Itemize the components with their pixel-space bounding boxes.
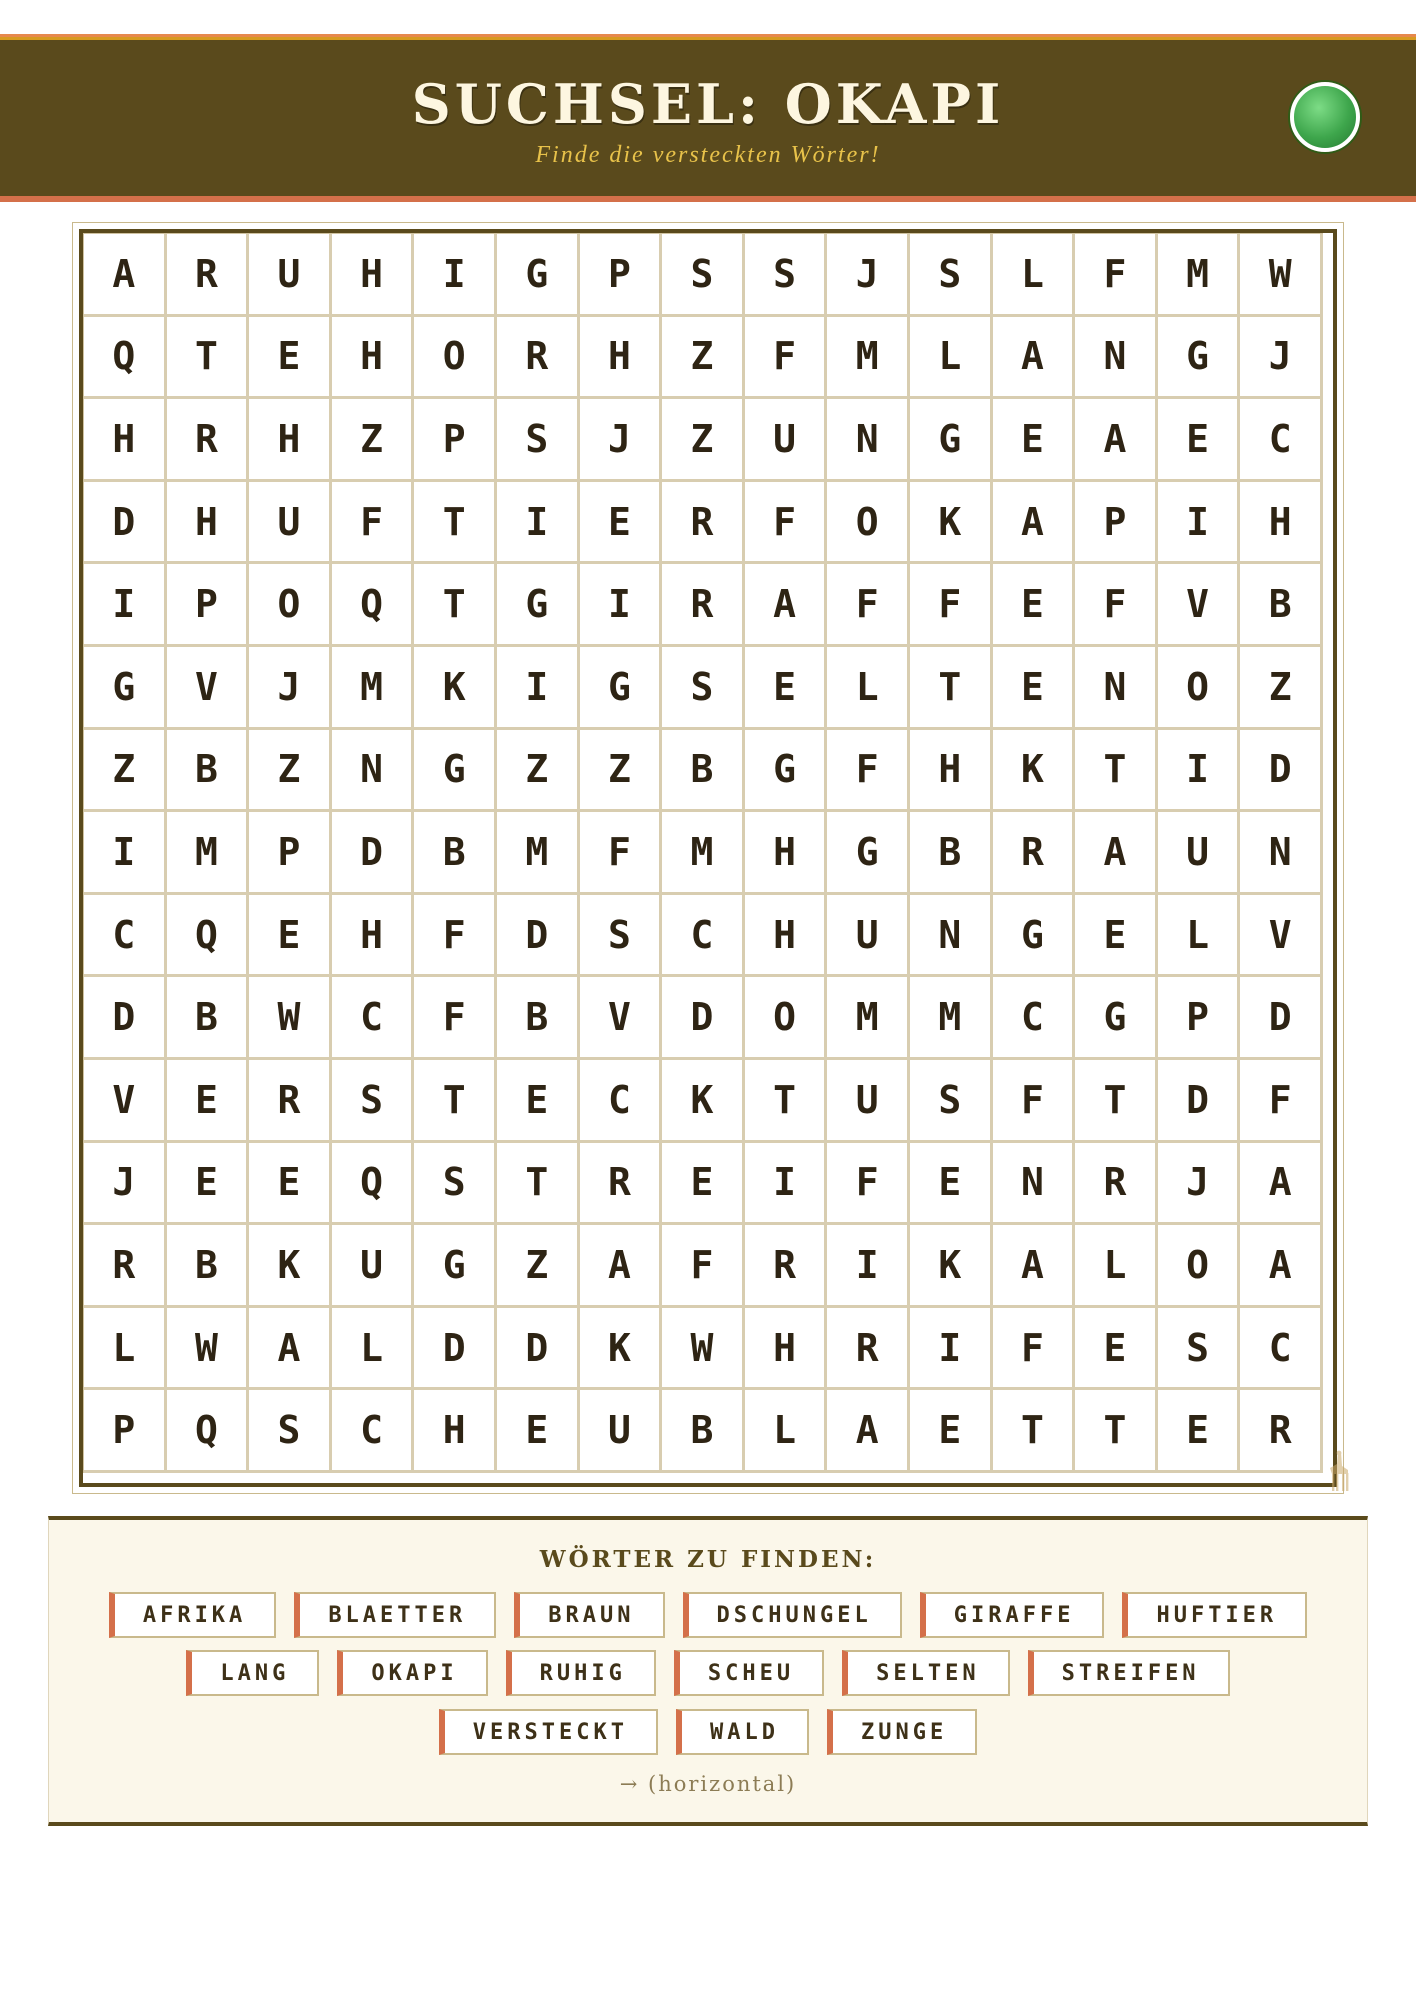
grid-cell[interactable]: C [993, 977, 1076, 1060]
grid-cell[interactable]: S [1158, 1308, 1241, 1391]
grid-cell[interactable]: D [332, 812, 415, 895]
grid-cell[interactable]: U [249, 482, 332, 565]
grid-cell[interactable]: F [1240, 1060, 1323, 1143]
word-chip: VERSTECKT [439, 1709, 658, 1755]
grid-cell[interactable]: E [167, 1060, 250, 1143]
grid-cell[interactable]: D [662, 977, 745, 1060]
grid-cell[interactable]: F [414, 895, 497, 978]
grid-cell[interactable]: T [910, 647, 993, 730]
grid-cell[interactable]: M [497, 812, 580, 895]
grid-cell[interactable]: F [662, 1225, 745, 1308]
grid-cell[interactable]: R [993, 812, 1076, 895]
grid-cell[interactable]: T [414, 482, 497, 565]
grid-cell[interactable]: I [497, 482, 580, 565]
grid-cell[interactable]: G [827, 812, 910, 895]
grid-cell[interactable]: J [580, 399, 663, 482]
grid-cell[interactable]: V [167, 647, 250, 730]
grid-cell[interactable]: I [910, 1308, 993, 1391]
grid-cell[interactable]: F [1075, 234, 1158, 317]
grid-cell[interactable]: L [910, 317, 993, 400]
grid-cell[interactable]: F [580, 812, 663, 895]
grid-cell[interactable]: D [497, 1308, 580, 1391]
grid-cell[interactable]: M [827, 317, 910, 400]
word-chip: DSCHUNGEL [683, 1592, 902, 1638]
grid-cell[interactable]: H [167, 482, 250, 565]
grid-cell[interactable]: U [249, 234, 332, 317]
grid-cell[interactable]: G [84, 647, 167, 730]
grid-cell[interactable]: T [414, 564, 497, 647]
grid-cell[interactable]: N [332, 730, 415, 813]
page-subtitle: Finde die versteckten Wörter! [535, 142, 881, 168]
grid-cell[interactable]: H [332, 895, 415, 978]
grid-cell[interactable]: T [1075, 730, 1158, 813]
grid-cell[interactable]: R [662, 482, 745, 565]
grid-cell[interactable]: R [662, 564, 745, 647]
grid-cell[interactable]: E [745, 647, 828, 730]
grid-cell[interactable]: Z [332, 399, 415, 482]
grid-cell[interactable]: E [249, 317, 332, 400]
grid-cell[interactable]: O [249, 564, 332, 647]
word-chip: LANG [186, 1650, 319, 1696]
grid-cell[interactable]: F [827, 1143, 910, 1226]
grid-cell[interactable]: S [662, 234, 745, 317]
grid-cell[interactable]: E [993, 399, 1076, 482]
grid-cell[interactable]: F [414, 977, 497, 1060]
word-list-panel [48, 1516, 1368, 1826]
grid-cell[interactable]: Q [167, 895, 250, 978]
grid-cell[interactable]: W [1240, 234, 1323, 317]
grid-cell[interactable]: B [662, 1390, 745, 1473]
grid-cell[interactable]: E [993, 564, 1076, 647]
word-chip: ZUNGE [827, 1709, 977, 1755]
grid-cell[interactable]: V [580, 977, 663, 1060]
grid-cell[interactable]: D [1240, 977, 1323, 1060]
grid-cell[interactable]: C [332, 1390, 415, 1473]
grid-cell[interactable]: G [1158, 317, 1241, 400]
grid-cell[interactable]: Z [662, 317, 745, 400]
word-chip: STREIFEN [1028, 1650, 1230, 1696]
grid-cell[interactable]: L [84, 1308, 167, 1391]
grid-cell[interactable]: K [580, 1308, 663, 1391]
grid-cell[interactable]: R [84, 1225, 167, 1308]
grid-cell[interactable]: Z [662, 399, 745, 482]
grid-cell[interactable]: E [662, 1143, 745, 1226]
grid-cell[interactable]: K [662, 1060, 745, 1143]
grid-cell[interactable]: H [84, 399, 167, 482]
grid-cell[interactable]: I [1158, 730, 1241, 813]
grid-cell[interactable]: M [910, 977, 993, 1060]
grid-cell[interactable]: U [580, 1390, 663, 1473]
grid-cell[interactable]: L [332, 1308, 415, 1391]
grid-cell[interactable]: F [993, 1060, 1076, 1143]
grid-cell[interactable]: O [1158, 1225, 1241, 1308]
grid-cell[interactable]: T [1075, 1060, 1158, 1143]
grid-cell[interactable]: A [1240, 1225, 1323, 1308]
word-chip: WALD [676, 1709, 809, 1755]
grid-cell[interactable]: U [332, 1225, 415, 1308]
grid-cell[interactable]: G [910, 399, 993, 482]
grid-cell[interactable]: A [827, 1390, 910, 1473]
grid-cell[interactable]: S [745, 234, 828, 317]
grid-cell[interactable]: V [1158, 564, 1241, 647]
grid-cell[interactable]: N [1075, 647, 1158, 730]
grid-cell[interactable]: J [84, 1143, 167, 1226]
word-chip: HUFTIER [1122, 1592, 1307, 1638]
grid-cell[interactable]: R [745, 1225, 828, 1308]
grid-cell[interactable]: A [1075, 812, 1158, 895]
word-row [49, 1709, 1367, 1755]
word-row [49, 1592, 1367, 1638]
grid-cell[interactable]: B [167, 1225, 250, 1308]
grid-cell[interactable]: R [1240, 1390, 1323, 1473]
word-chip: AFRIKA [109, 1592, 276, 1638]
grid-cell[interactable]: A [580, 1225, 663, 1308]
grid-cell[interactable]: P [414, 399, 497, 482]
grid-cell[interactable]: I [827, 1225, 910, 1308]
grid-cell[interactable]: G [414, 730, 497, 813]
grid-cell[interactable]: G [497, 564, 580, 647]
grid-cell[interactable]: T [745, 1060, 828, 1143]
grid-cell[interactable]: U [827, 895, 910, 978]
grid-cell[interactable]: E [910, 1390, 993, 1473]
direction-legend: → (horizontal) [619, 1772, 797, 1796]
grid-cell[interactable]: Q [167, 1390, 250, 1473]
header-banner [0, 34, 1416, 202]
grid-cell[interactable]: E [910, 1143, 993, 1226]
grid-cell[interactable]: K [993, 730, 1076, 813]
grid-cell[interactable]: S [497, 399, 580, 482]
grid-cell[interactable]: I [414, 234, 497, 317]
grid-cell[interactable]: P [84, 1390, 167, 1473]
grid-cell[interactable]: I [84, 564, 167, 647]
grid-cell[interactable]: R [1075, 1143, 1158, 1226]
grid-cell[interactable]: A [993, 1225, 1076, 1308]
grid-cell[interactable]: L [745, 1390, 828, 1473]
grid-cell[interactable]: Z [249, 730, 332, 813]
grid-cell[interactable]: T [414, 1060, 497, 1143]
grid-cell[interactable]: H [745, 1308, 828, 1391]
grid-cell[interactable]: T [1075, 1390, 1158, 1473]
grid-cell[interactable]: F [910, 564, 993, 647]
grid-cell[interactable]: R [827, 1308, 910, 1391]
grid-cell[interactable]: G [580, 647, 663, 730]
grid-cell[interactable]: Q [332, 564, 415, 647]
grid-cell[interactable]: R [249, 1060, 332, 1143]
grid-cell[interactable]: D [84, 977, 167, 1060]
grid-cell[interactable]: V [84, 1060, 167, 1143]
grid-cell[interactable]: Z [84, 730, 167, 813]
grid-cell[interactable]: Z [1240, 647, 1323, 730]
grid-cell[interactable]: E [580, 482, 663, 565]
grid-cell[interactable]: S [910, 234, 993, 317]
grid-cell[interactable]: A [1075, 399, 1158, 482]
grid-cell[interactable]: Z [497, 1225, 580, 1308]
grid-cell[interactable]: T [497, 1143, 580, 1226]
grid-cell[interactable]: G [1075, 977, 1158, 1060]
grid-cell[interactable]: O [745, 977, 828, 1060]
word-chip: GIRAFFE [920, 1592, 1105, 1638]
grid-cell[interactable]: K [910, 482, 993, 565]
grid-cell[interactable]: K [910, 1225, 993, 1308]
grid-cell[interactable]: H [414, 1390, 497, 1473]
grid-cell[interactable]: U [745, 399, 828, 482]
grid-cell[interactable]: Z [497, 730, 580, 813]
grid-cell[interactable]: A [249, 1308, 332, 1391]
grid-cell[interactable]: F [827, 564, 910, 647]
grid-cell[interactable]: C [1240, 399, 1323, 482]
grid-cell[interactable]: F [332, 482, 415, 565]
grid-cell[interactable]: H [1240, 482, 1323, 565]
grid-cell[interactable]: C [1240, 1308, 1323, 1391]
grid-cell[interactable]: E [249, 1143, 332, 1226]
grid-cell[interactable]: E [167, 1143, 250, 1226]
grid-cell[interactable]: E [1158, 1390, 1241, 1473]
grid-cell[interactable]: R [167, 234, 250, 317]
page-title: SUCHSEL: OKAPI [411, 72, 1005, 136]
word-chip: OKAPI [337, 1650, 487, 1696]
grid-cell[interactable]: D [414, 1308, 497, 1391]
grid-cell[interactable]: O [1158, 647, 1241, 730]
grid-cell[interactable]: I [84, 812, 167, 895]
grid-cell[interactable]: N [910, 895, 993, 978]
grid-cell[interactable]: F [745, 482, 828, 565]
grid-cell[interactable]: H [249, 399, 332, 482]
grid-cell[interactable]: N [827, 399, 910, 482]
grid-cell[interactable]: C [332, 977, 415, 1060]
grid-cell[interactable]: R [580, 1143, 663, 1226]
grid-cell[interactable]: G [414, 1225, 497, 1308]
grid-cell[interactable]: S [332, 1060, 415, 1143]
grid-cell[interactable]: M [1158, 234, 1241, 317]
grid-cell[interactable]: N [1075, 317, 1158, 400]
grid-cell[interactable]: S [662, 647, 745, 730]
grid-cell[interactable]: B [910, 812, 993, 895]
word-chip: BRAUN [514, 1592, 664, 1638]
grid-cell[interactable]: P [580, 234, 663, 317]
grid-cell[interactable]: P [1075, 482, 1158, 565]
grid-cell[interactable]: G [745, 730, 828, 813]
grid-cell[interactable]: J [249, 647, 332, 730]
grid-cell[interactable]: B [497, 977, 580, 1060]
grid-cell[interactable]: H [745, 812, 828, 895]
grid-cell[interactable]: B [414, 812, 497, 895]
grid-cell[interactable]: C [662, 895, 745, 978]
grid-cell[interactable]: U [1158, 812, 1241, 895]
grid-cell[interactable]: I [745, 1143, 828, 1226]
word-chip: SELTEN [842, 1650, 1009, 1696]
grid-cell[interactable]: C [580, 1060, 663, 1143]
grid-cell[interactable]: S [249, 1390, 332, 1473]
grid-cell[interactable]: K [414, 647, 497, 730]
grid-cell[interactable]: P [249, 812, 332, 895]
grid-cell[interactable]: E [993, 647, 1076, 730]
grid-cell[interactable]: K [249, 1225, 332, 1308]
status-dot-icon [1290, 82, 1360, 152]
grid-cell[interactable]: S [910, 1060, 993, 1143]
grid-cell[interactable]: J [1158, 1143, 1241, 1226]
grid-cell[interactable]: I [497, 647, 580, 730]
grid-cell[interactable]: O [827, 482, 910, 565]
letter-grid [83, 233, 1323, 1473]
grid-cell[interactable]: C [84, 895, 167, 978]
grid-cell[interactable]: M [662, 812, 745, 895]
grid-cell[interactable]: E [1158, 399, 1241, 482]
grid-cell[interactable]: E [497, 1390, 580, 1473]
grid-cell[interactable]: W [249, 977, 332, 1060]
grid-cell[interactable]: E [249, 895, 332, 978]
grid-cell[interactable]: L [827, 647, 910, 730]
grid-cell[interactable]: B [662, 730, 745, 813]
grid-cell[interactable]: I [580, 564, 663, 647]
grid-cell[interactable]: E [497, 1060, 580, 1143]
word-chip: RUHIG [506, 1650, 656, 1696]
grid-cell[interactable]: T [993, 1390, 1076, 1473]
grid-cell[interactable]: I [1158, 482, 1241, 565]
grid-cell[interactable]: H [332, 317, 415, 400]
grid-cell[interactable]: L [1158, 895, 1241, 978]
grid-cell[interactable]: S [414, 1143, 497, 1226]
grid-cell[interactable]: F [1075, 564, 1158, 647]
grid-cell[interactable]: P [1158, 977, 1241, 1060]
puzzle-frame [72, 222, 1344, 1494]
word-chip: SCHEU [674, 1650, 824, 1696]
grid-cell[interactable]: Z [580, 730, 663, 813]
grid-cell[interactable]: W [167, 1308, 250, 1391]
grid-cell[interactable]: E [1075, 1308, 1158, 1391]
grid-cell[interactable]: M [827, 977, 910, 1060]
grid-cell[interactable]: Q [332, 1143, 415, 1226]
grid-cell[interactable]: G [993, 895, 1076, 978]
grid-cell[interactable]: U [827, 1060, 910, 1143]
grid-cell[interactable]: N [993, 1143, 1076, 1226]
grid-cell[interactable]: A [993, 482, 1076, 565]
grid-cell[interactable]: T [167, 317, 250, 400]
grid-cell[interactable]: B [1240, 564, 1323, 647]
word-list-heading: WÖRTER ZU FINDEN: [539, 1546, 877, 1573]
grid-cell[interactable]: N [1240, 812, 1323, 895]
grid-cell[interactable]: G [497, 234, 580, 317]
grid-cell[interactable]: A [84, 234, 167, 317]
grid-cell[interactable]: B [167, 977, 250, 1060]
grid-cell[interactable]: A [1240, 1143, 1323, 1226]
grid-cell[interactable]: O [414, 317, 497, 400]
grid-cell[interactable]: A [993, 317, 1076, 400]
grid-cell[interactable]: D [1240, 730, 1323, 813]
grid-cell[interactable]: L [1075, 1225, 1158, 1308]
grid-cell[interactable]: J [1240, 317, 1323, 400]
header-accent-line [0, 34, 1416, 37]
word-chip: BLAETTER [294, 1592, 496, 1638]
grid-cell[interactable]: M [167, 812, 250, 895]
grid-cell[interactable]: H [745, 895, 828, 978]
grid-cell[interactable]: D [497, 895, 580, 978]
grid-cell[interactable]: D [1158, 1060, 1241, 1143]
grid-cell[interactable]: A [745, 564, 828, 647]
grid-cell[interactable]: F [993, 1308, 1076, 1391]
grid-cell[interactable]: J [827, 234, 910, 317]
grid-cell[interactable]: P [167, 564, 250, 647]
grid-cell[interactable]: S [580, 895, 663, 978]
giraffe-icon [1318, 1450, 1354, 1494]
grid-cell[interactable]: M [332, 647, 415, 730]
grid-cell[interactable]: H [332, 234, 415, 317]
grid-cell[interactable]: R [167, 399, 250, 482]
grid-cell[interactable]: F [827, 730, 910, 813]
grid-cell[interactable]: H [580, 317, 663, 400]
grid-cell[interactable]: E [1075, 895, 1158, 978]
grid-cell[interactable]: F [745, 317, 828, 400]
grid-cell[interactable]: Q [84, 317, 167, 400]
grid-cell[interactable]: V [1240, 895, 1323, 978]
grid-cell[interactable]: H [910, 730, 993, 813]
grid-cell[interactable]: L [993, 234, 1076, 317]
grid-cell[interactable]: W [662, 1308, 745, 1391]
word-row [49, 1650, 1367, 1696]
grid-cell[interactable]: B [167, 730, 250, 813]
grid-cell[interactable]: D [84, 482, 167, 565]
grid-cell[interactable]: R [497, 317, 580, 400]
